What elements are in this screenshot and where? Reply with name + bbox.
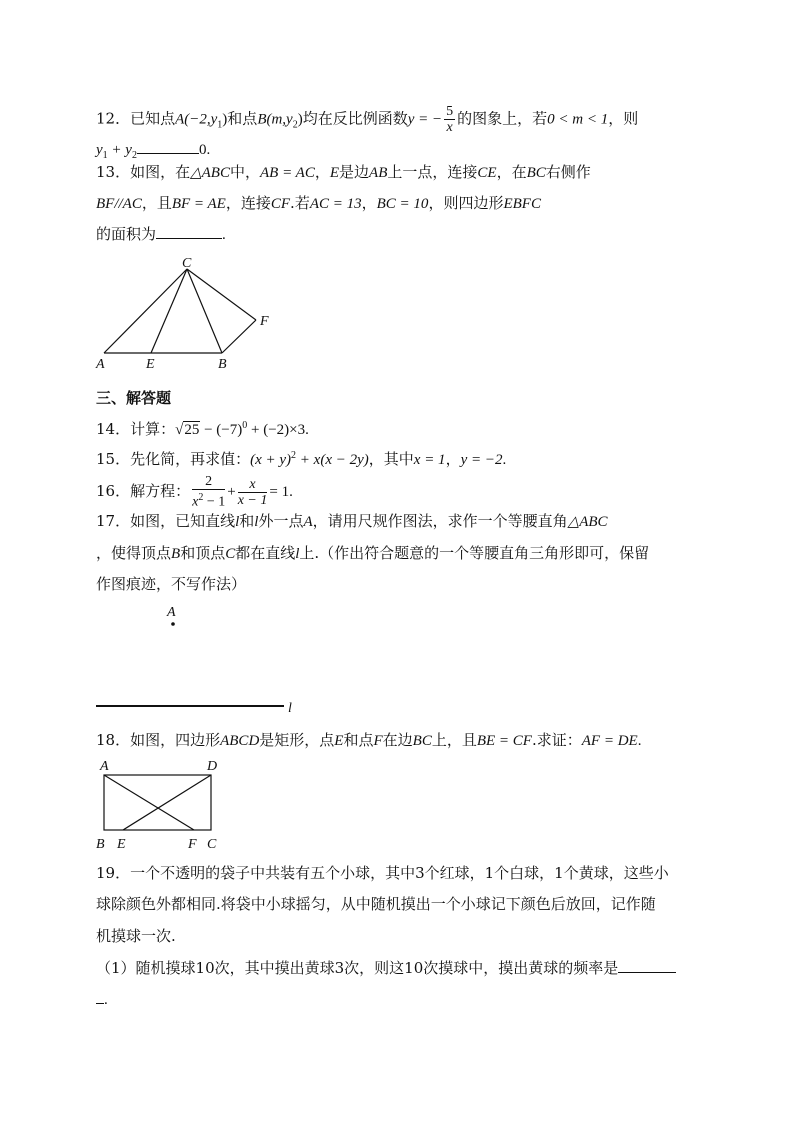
text: 球除颜色外都相同.将袋中小球摇匀，从中随机摸出一个小球记下颜色后放回，记作随 — [96, 895, 656, 913]
segment-cf: CF — [270, 196, 291, 212]
equation: BE = CF — [476, 733, 532, 749]
denominator: x − 1 — [237, 492, 268, 508]
question-13-line-1 — [96, 161, 591, 184]
equation: AB = AC — [260, 165, 315, 181]
equation: AF = DE — [581, 733, 638, 749]
label-c: C — [207, 837, 217, 852]
figure-rectangle-abcd — [90, 756, 230, 852]
text: ，连接 — [225, 194, 271, 212]
exponent: 0 — [242, 420, 248, 431]
text: 中， — [229, 163, 260, 181]
equation: AC = 13 — [309, 196, 362, 212]
condition: 0 < m < 1 — [547, 111, 609, 128]
text: 是边 — [339, 163, 370, 181]
question-19-line-1 — [96, 862, 669, 884]
text: 上一点，连接 — [387, 163, 478, 181]
numerator: 2 — [192, 474, 225, 490]
plus-y2: + y — [107, 142, 132, 158]
question-19-part-1 — [96, 957, 676, 979]
paren: ) — [297, 111, 303, 128]
label-b: B — [96, 837, 105, 852]
label-a: A — [100, 759, 109, 774]
text: 如图，已知直线 — [130, 512, 236, 530]
text: .求证： — [531, 731, 582, 749]
question-19-line-2 — [96, 893, 656, 915]
question-16 — [96, 474, 293, 510]
line-l: l — [254, 514, 259, 530]
exponent: 2 — [291, 450, 297, 461]
text: 都在直线 — [235, 544, 296, 562]
denominator — [192, 490, 225, 510]
text: 和顶点 — [180, 544, 226, 562]
condition: y = −2 — [460, 452, 503, 468]
text: 一个不透明的袋子中共装有五个小球，其中3个红球，1个白球，1个黄球，这些小 — [130, 864, 669, 882]
point-c: C — [225, 546, 236, 562]
point-e: E — [334, 733, 344, 749]
figure-triangle-abc — [90, 250, 290, 375]
subscript: 2 — [131, 150, 137, 161]
paren: ) — [222, 111, 228, 128]
answer-blank[interactable] — [137, 139, 199, 154]
condition: x = 1 — [413, 452, 446, 468]
text: . — [104, 992, 108, 1008]
answer-blank-continued[interactable] — [96, 989, 104, 1004]
denominator-x: x — [192, 494, 199, 510]
plus: + — [227, 484, 236, 500]
text: ，则 — [608, 109, 639, 128]
text: 是矩形，点 — [259, 731, 335, 749]
rectangle-abcd: ABCD — [220, 733, 260, 749]
fraction-2-over-x2-minus-1 — [192, 474, 225, 510]
text: ，则四边形 — [428, 194, 504, 212]
text: 如图，四边形 — [130, 731, 221, 749]
subscript: 1 — [102, 150, 108, 161]
text: ，使得顶点 — [96, 544, 172, 562]
text: ，且 — [141, 194, 172, 212]
expression: + (−2)×3. — [247, 422, 309, 438]
segment-bc: BC — [526, 165, 546, 181]
expression: (x + y) — [250, 452, 292, 468]
label-a: A — [167, 605, 176, 620]
question-19-part-1-end — [96, 988, 108, 1011]
text: （1）随机摸球10次，其中摸出黄球3次，则这10次摸球中，摸出黄球的频率是 — [96, 959, 619, 977]
text: 和 — [239, 512, 255, 530]
point-a: A — [303, 514, 313, 530]
sqrt-expression: √25 — [175, 422, 200, 438]
line-l: l — [235, 514, 240, 530]
answer-blank[interactable] — [156, 224, 222, 239]
radicand: 25 — [184, 422, 200, 438]
point-a: A(−2,y — [175, 111, 218, 128]
text: ，在 — [496, 163, 527, 181]
quadrilateral-ebfc: EBFC — [503, 196, 541, 212]
label-c: C — [182, 256, 192, 271]
point-b: B — [171, 546, 181, 562]
text: ， — [445, 450, 461, 468]
denominator: x — [446, 120, 453, 135]
question-19-line-3 — [96, 925, 176, 947]
text: 已知点 — [130, 109, 176, 128]
numerator: 5 — [446, 104, 454, 119]
question-15 — [96, 445, 506, 471]
section-heading: 三、解答题 — [96, 389, 172, 407]
question-number: 17． — [96, 512, 131, 530]
question-number: 16． — [96, 482, 131, 500]
text: 计算： — [130, 420, 176, 438]
text: .若 — [290, 194, 310, 212]
text: 外一点 — [258, 512, 304, 530]
y1: y — [96, 142, 103, 158]
label-b: B — [218, 357, 227, 372]
equation: BF = AE — [171, 196, 226, 212]
question-17-line-2 — [96, 542, 649, 565]
text: 作图痕迹，不写作法） — [96, 575, 247, 593]
answer-blank[interactable] — [618, 958, 676, 973]
text: 上.（作出符合题意的一个等腰直角三角形即可，保留 — [299, 544, 650, 562]
function-lhs: y = − — [407, 111, 443, 128]
text: 在边 — [382, 731, 413, 749]
segment-ab: AB — [369, 165, 388, 181]
question-number: 15． — [96, 450, 131, 468]
text: . — [637, 733, 642, 749]
triangle-abc: △ABC — [567, 514, 608, 530]
question-number: 19． — [96, 864, 131, 882]
text: 的图象上，若 — [457, 109, 548, 128]
label-d: D — [207, 759, 218, 774]
text: ，其中 — [368, 450, 414, 468]
equation: BC = 10 — [376, 196, 429, 212]
question-14 — [96, 415, 309, 441]
label-e: E — [117, 837, 126, 852]
text: 和点 — [227, 109, 258, 128]
text: 解方程： — [130, 482, 191, 500]
text: ，请用尺规作图法，求作一个等腰直角 — [312, 512, 568, 530]
label-e: E — [146, 357, 155, 372]
point-b: B(m,y — [257, 111, 293, 128]
expression: − (−7) — [200, 422, 243, 438]
text: 先化简，再求值： — [130, 450, 251, 468]
question-number: 12． — [96, 109, 131, 128]
point-e: E — [329, 165, 340, 181]
equals: = 1. — [269, 484, 293, 500]
text: ， — [314, 163, 330, 181]
subscript: 1 — [217, 119, 223, 131]
text: 均在反比例函数 — [302, 109, 408, 128]
text: ， — [361, 194, 377, 212]
text: 0. — [198, 142, 211, 158]
question-13-line-2 — [96, 192, 541, 215]
parallel-statement: BF//AC — [96, 196, 142, 212]
figure-line-and-point — [90, 600, 310, 718]
question-number: 14． — [96, 420, 131, 438]
text: 的面积为 — [96, 225, 157, 243]
line-l: l — [295, 546, 300, 562]
denominator-rest: − 1 — [203, 494, 226, 510]
fraction-5-over-x — [444, 104, 455, 135]
text: 右侧作 — [545, 163, 591, 181]
expression: + x(x − 2y) — [296, 452, 369, 468]
numerator: x — [238, 477, 268, 493]
question-18 — [96, 729, 641, 752]
point-f: F — [373, 733, 383, 749]
question-17-line-1 — [96, 510, 608, 533]
text: 上，且 — [431, 731, 477, 749]
triangle-abc: △ABC — [190, 165, 230, 181]
text: 如图，在 — [130, 163, 191, 181]
fraction-x-over-x-minus-1 — [238, 477, 268, 508]
exponent: 2 — [198, 492, 204, 504]
text: . — [222, 227, 226, 243]
question-13-line-3 — [96, 223, 226, 246]
label-f: F — [188, 837, 197, 852]
segment-bc: BC — [412, 733, 432, 749]
text: 和点 — [343, 731, 374, 749]
question-number: 13． — [96, 163, 131, 181]
label-a: A — [96, 357, 105, 372]
segment-ce: CE — [477, 165, 497, 181]
point-a-dot — [171, 622, 175, 626]
question-number: 18． — [96, 731, 131, 749]
label-f: F — [260, 314, 269, 329]
label-l: l — [288, 701, 292, 716]
question-12-line-1 — [96, 104, 638, 137]
subscript: 2 — [292, 119, 298, 131]
text: 机摸球一次. — [96, 927, 176, 945]
question-17-line-3 — [96, 573, 246, 595]
text: . — [502, 452, 507, 468]
